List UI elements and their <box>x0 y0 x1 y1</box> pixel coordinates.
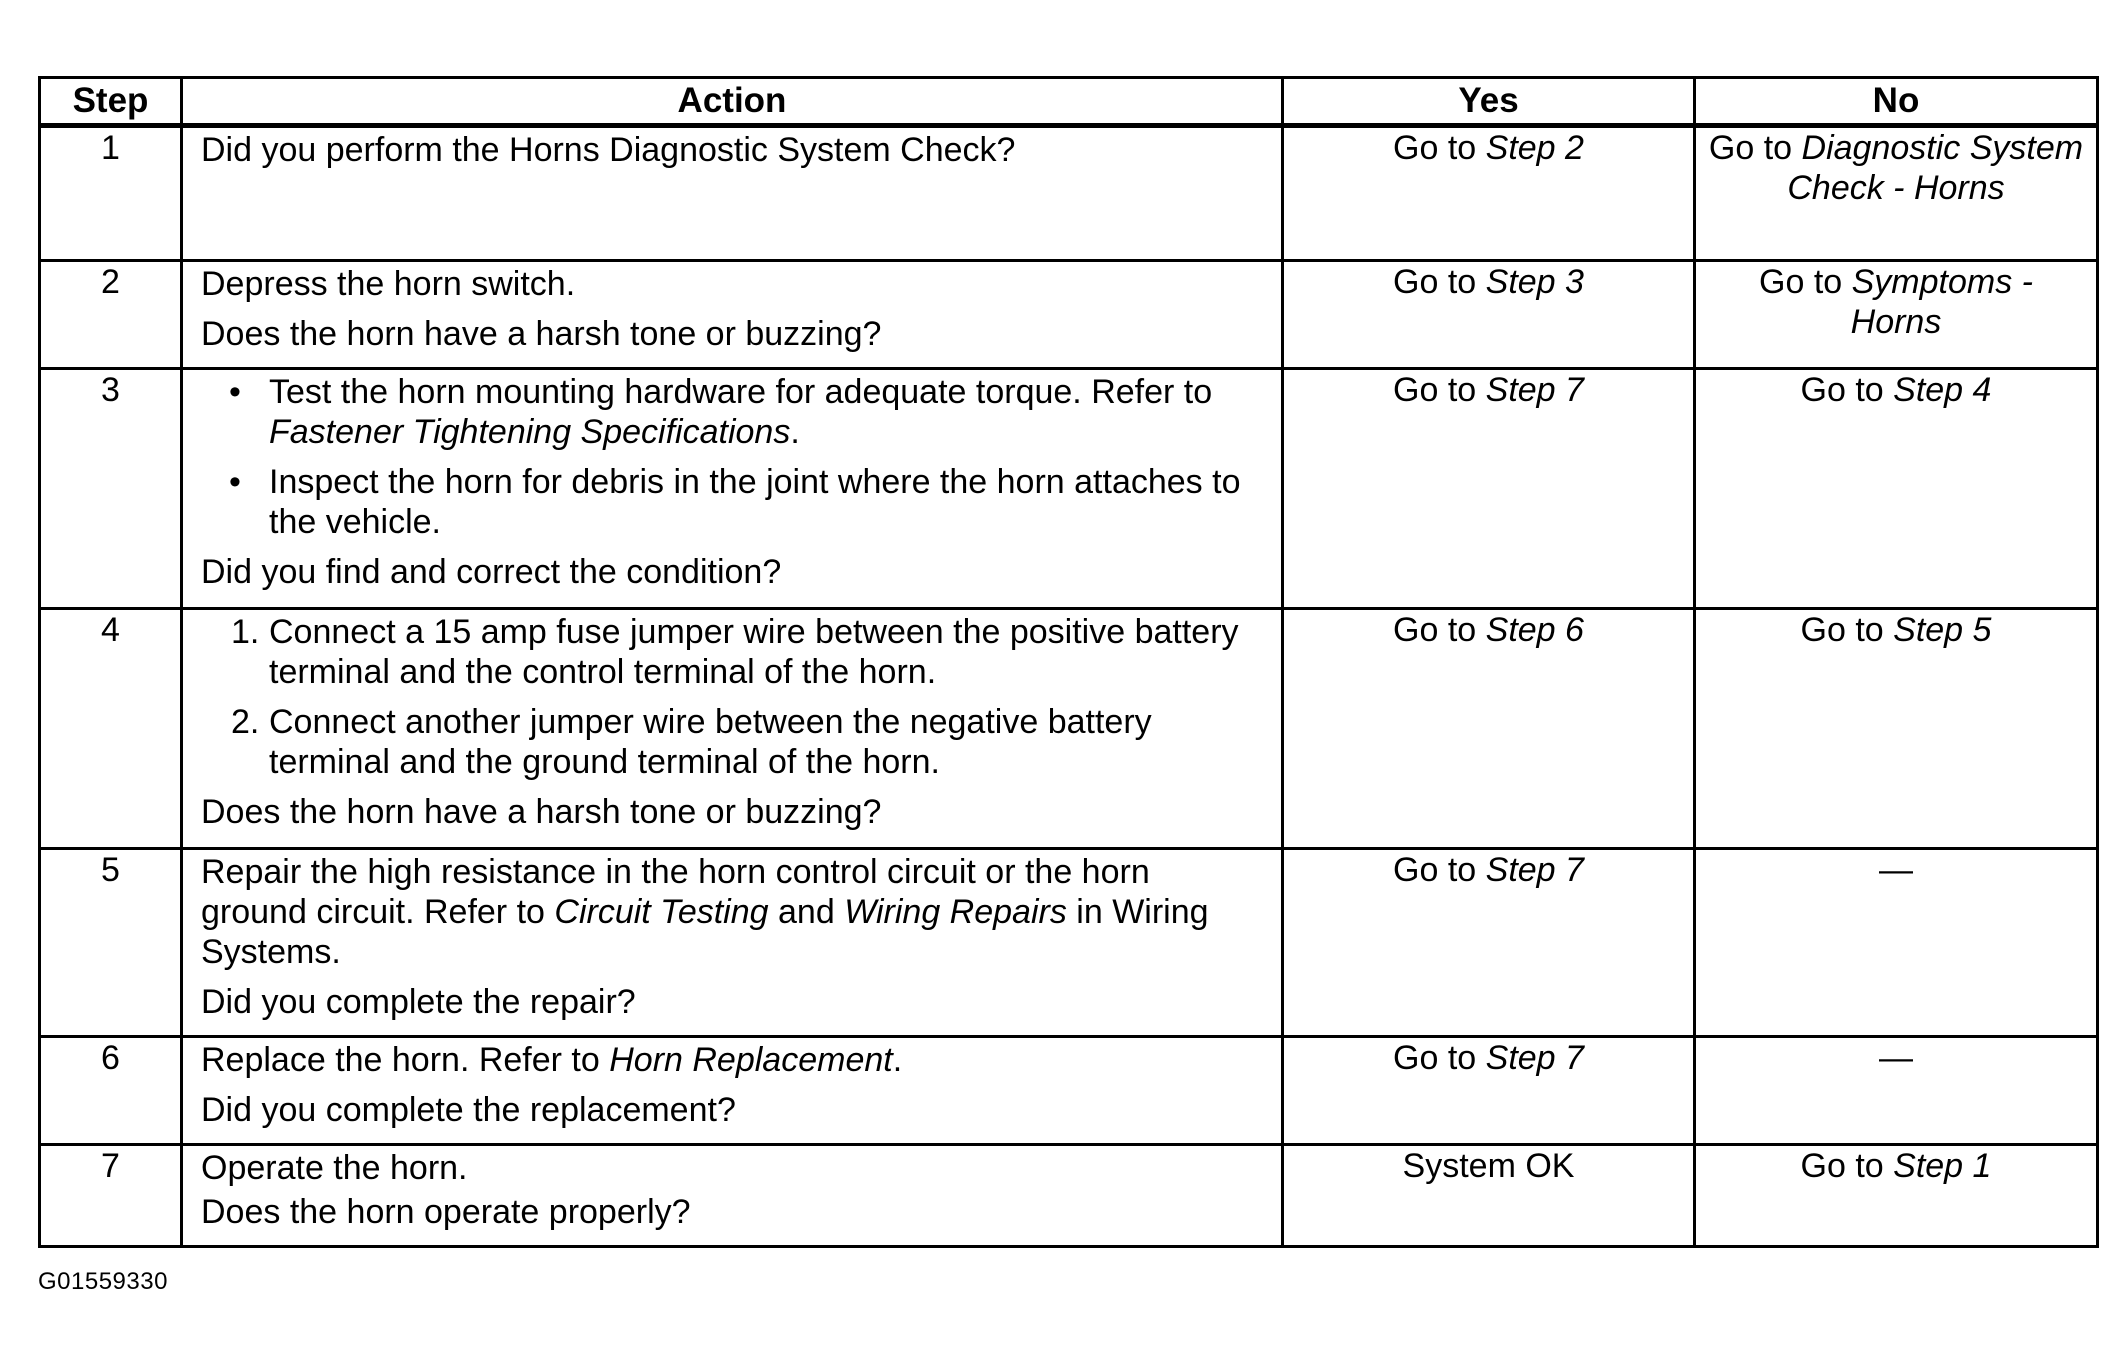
header-row <box>40 78 2098 126</box>
action-text: Did you perform the Horns Diagnostic System Check? <box>201 131 1016 169</box>
table-row <box>40 369 2098 609</box>
action-cell <box>182 261 1283 369</box>
action-question: Does the horn have a harsh tone or buzzing? <box>201 315 882 353</box>
yes-reference: Step 7 <box>1485 851 1584 889</box>
yes-prefix: Go to <box>1393 611 1486 649</box>
yes-prefix: Go to <box>1393 129 1486 167</box>
table-row <box>40 261 2098 369</box>
action-text <box>201 1040 1263 1080</box>
list-number: 2. <box>231 703 260 741</box>
yes-cell <box>1283 1037 1695 1145</box>
list-item <box>201 612 1263 692</box>
step-number: 3 <box>40 369 182 609</box>
no-prefix: Go to <box>1800 1147 1894 1185</box>
table-row <box>40 1037 2098 1145</box>
numbered-list <box>201 612 1263 782</box>
no-prefix: Go to <box>1800 611 1894 649</box>
action-question: Did you complete the repair? <box>201 983 636 1021</box>
yes-reference: Step 2 <box>1485 129 1584 167</box>
yes-prefix: Go to <box>1393 851 1486 889</box>
action-question: Does the horn operate properly? <box>201 1193 691 1231</box>
step-number: 4 <box>40 609 182 849</box>
header-step: Step <box>40 78 182 126</box>
action-cell <box>182 849 1283 1037</box>
no-prefix: Go to <box>1759 263 1852 301</box>
action-cell <box>182 1037 1283 1145</box>
yes-cell <box>1283 261 1695 369</box>
table-row <box>40 1145 2098 1247</box>
action-text-part: and <box>768 893 845 931</box>
header-no: No <box>1695 78 2098 126</box>
bullet-list <box>201 372 1263 542</box>
yes-prefix: Go to <box>1393 1039 1486 1077</box>
list-text: Connect another jumper wire between the negative battery terminal and the ground terminal of the horn. <box>269 703 1152 781</box>
no-cell <box>1695 1145 2098 1247</box>
bullet-text: Test the horn mounting hardware for adequate torque. Refer to <box>269 373 1213 411</box>
no-reference: Symptoms - Horns <box>1850 263 2033 341</box>
bullet-text: Inspect the horn for debris in the joint where the horn attaches to the vehicle. <box>269 463 1241 541</box>
no-reference: Step 5 <box>1893 611 1992 649</box>
diagnostic-table-frame <box>38 76 2096 1248</box>
step-number: 1 <box>40 126 182 261</box>
no-reference: Diagnostic System Check - Horns <box>1787 129 2084 207</box>
yes-cell <box>1283 609 1695 849</box>
step-number: 6 <box>40 1037 182 1145</box>
list-item <box>201 462 1263 542</box>
yes-prefix: Go to <box>1393 263 1486 301</box>
no-dash: — <box>1879 851 1913 889</box>
action-reference: Circuit Testing <box>554 893 769 931</box>
no-reference: Step 4 <box>1893 371 1992 409</box>
list-item <box>201 702 1263 782</box>
no-cell <box>1695 849 2098 1037</box>
no-prefix: Go to <box>1800 371 1894 409</box>
action-cell <box>182 1145 1283 1247</box>
step-number: 7 <box>40 1145 182 1247</box>
action-cell <box>182 126 1283 261</box>
step-number: 5 <box>40 849 182 1037</box>
list-text: Connect a 15 amp fuse jumper wire between the positive battery terminal and the control terminal of the horn. <box>269 613 1239 691</box>
header-yes: Yes <box>1283 78 1695 126</box>
no-dash: — <box>1879 1039 1913 1077</box>
yes-cell <box>1283 126 1695 261</box>
action-text-part: in Wiring Systems. <box>201 893 1209 971</box>
no-cell <box>1695 261 2098 369</box>
table-row <box>40 126 2098 261</box>
list-number: 1. <box>231 613 260 651</box>
action-text: Operate the horn. <box>201 1149 468 1187</box>
bullet-post: . <box>790 413 800 451</box>
yes-cell <box>1283 369 1695 609</box>
figure-id-caption: G01559330 <box>38 1268 168 1295</box>
action-reference: Wiring Repairs <box>844 893 1067 931</box>
bullet-icon: • <box>229 373 241 411</box>
action-question: Did you find and correct the condition? <box>201 553 782 591</box>
no-cell <box>1695 369 2098 609</box>
action-text-part: Replace the horn. Refer to <box>201 1041 610 1079</box>
table-row <box>40 609 2098 849</box>
yes-result: System OK <box>1402 1147 1575 1185</box>
action-question: Did you complete the replacement? <box>201 1091 736 1129</box>
action-reference: Horn Replacement <box>609 1041 893 1079</box>
list-item <box>201 372 1263 452</box>
yes-reference: Step 3 <box>1485 263 1584 301</box>
action-text: Depress the horn switch. <box>201 265 576 303</box>
action-text-part: Repair the high resistance in the horn control circuit or the horn ground circuit. Refer to <box>201 853 1150 931</box>
yes-cell <box>1283 849 1695 1037</box>
action-cell <box>182 609 1283 849</box>
yes-reference: Step 7 <box>1485 1039 1584 1077</box>
action-text <box>201 852 1263 972</box>
step-number: 2 <box>40 261 182 369</box>
no-reference: Step 1 <box>1893 1147 1992 1185</box>
no-prefix: Go to <box>1708 129 1802 167</box>
yes-reference: Step 6 <box>1485 611 1584 649</box>
yes-prefix: Go to <box>1393 371 1486 409</box>
table-row <box>40 849 2098 1037</box>
header-action: Action <box>182 78 1283 126</box>
yes-reference: Step 7 <box>1485 371 1584 409</box>
no-cell <box>1695 609 2098 849</box>
action-text-part: . <box>892 1041 903 1079</box>
bullet-reference: Fastener Tightening Specifications <box>269 413 791 451</box>
action-question: Does the horn have a harsh tone or buzzing? <box>201 793 882 831</box>
yes-cell <box>1283 1145 1695 1247</box>
diagnostic-table <box>38 76 2099 1248</box>
action-cell <box>182 369 1283 609</box>
no-cell <box>1695 1037 2098 1145</box>
no-cell <box>1695 126 2098 261</box>
bullet-icon: • <box>229 463 241 501</box>
